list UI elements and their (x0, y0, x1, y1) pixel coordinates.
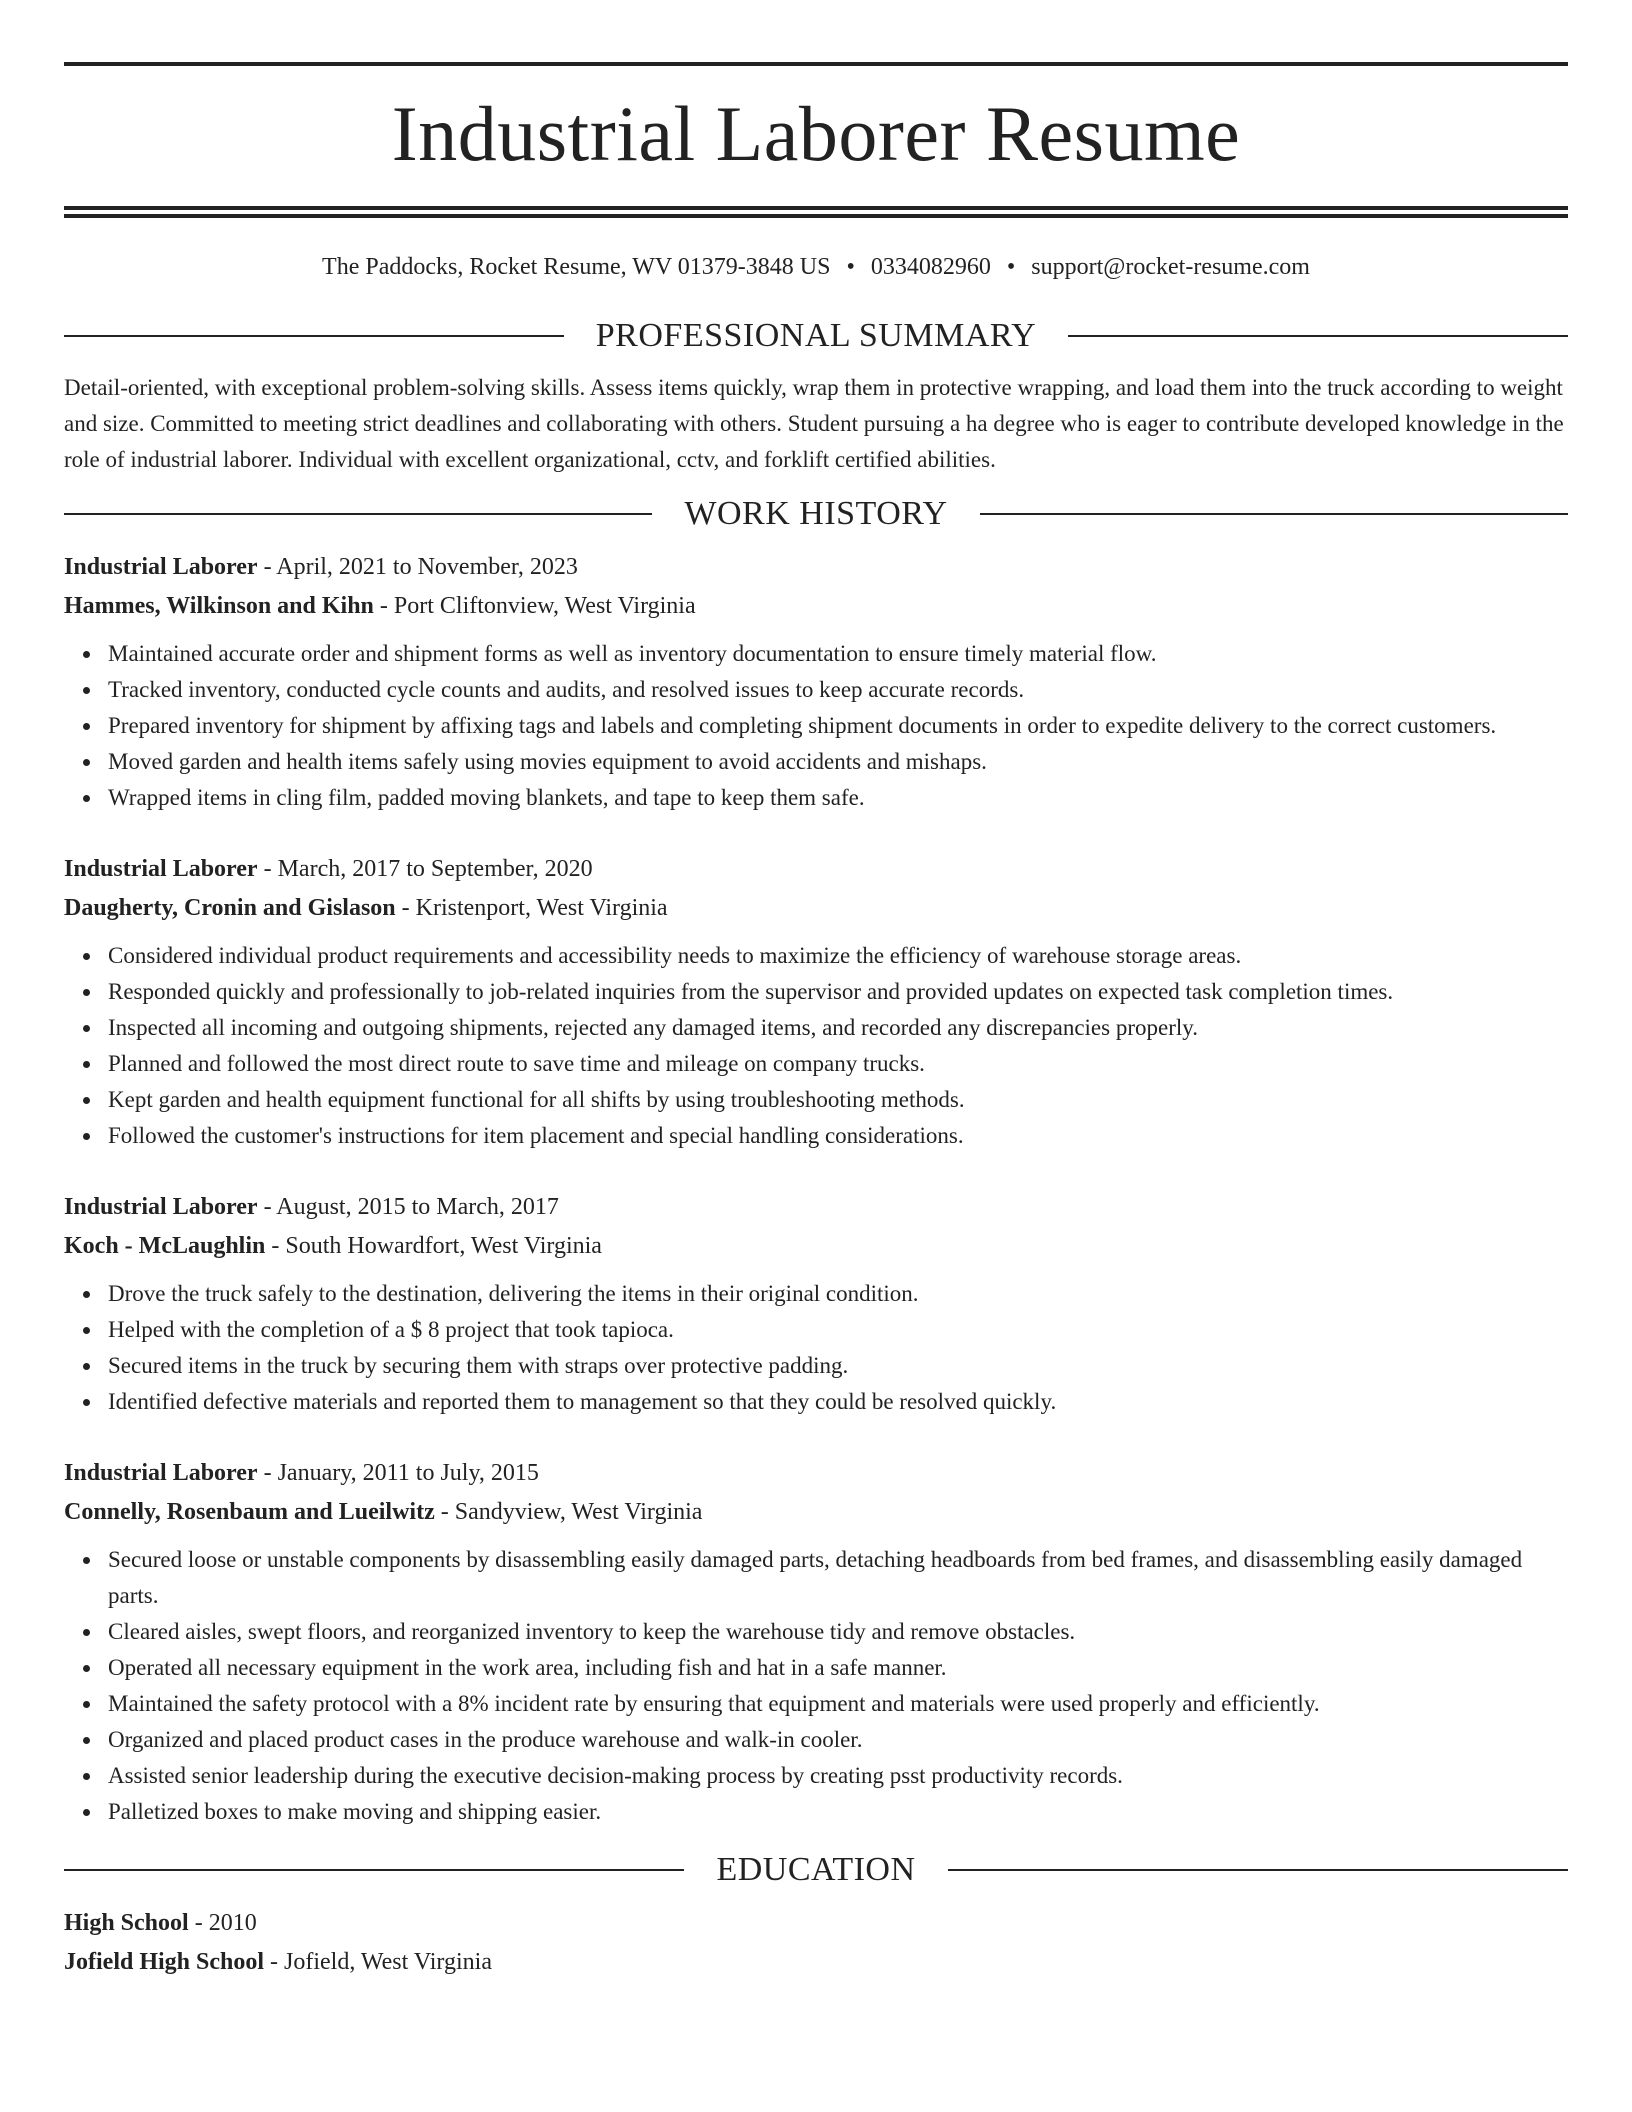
duty-item: Responded quickly and professionally to job-related inquiries from the supervisor and provided updates on expected task completion times. (108, 974, 1568, 1010)
duty-item: Kept garden and health equipment functional for all shifts by using troubleshooting methods. (108, 1082, 1568, 1118)
duty-item: Secured loose or unstable components by disassembling easily damaged parts, detaching headboards from bed frames, and disassembling easily damaged parts. (108, 1542, 1568, 1614)
heading-rule-left (64, 513, 652, 515)
top-rule (64, 62, 1568, 66)
contact-line (64, 252, 1568, 282)
contact-separator: • (846, 254, 855, 280)
education-degree: High School (64, 1910, 189, 1936)
contact-phone: 0334082960 (870, 254, 991, 280)
job-dates: - August, 2015 to March, 2017 (257, 1194, 559, 1220)
contact-address: The Paddocks, Rocket Resume, WV 01379-3848 US (322, 254, 831, 280)
resume-title: Industrial Laborer Resume (391, 90, 1241, 177)
education-section-heading (64, 1850, 1568, 1890)
education-heading-label: EDUCATION (716, 1851, 916, 1888)
summary-section-heading (64, 316, 1568, 356)
duty-item: Drove the truck safely to the destination, delivering the items in their original condition. (108, 1276, 1568, 1312)
job-title-line (64, 1454, 1568, 1493)
summary-heading-label: PROFESSIONAL SUMMARY (595, 317, 1037, 354)
job-title: Industrial Laborer (64, 856, 258, 882)
duty-item: Palletized boxes to make moving and shipping easier. (108, 1794, 1568, 1830)
duty-item: Inspected all incoming and outgoing shipments, rejected any damaged items, and recorded any discrepancies properly. (108, 1010, 1568, 1046)
job-title: Industrial Laborer (64, 1460, 258, 1486)
education-school: Jofield High School (64, 1949, 265, 1975)
summary-text: Detail-oriented, with exceptional problem-solving skills. Assess items quickly, wrap them in protective wrapping, and load them into the truck according to weight and size. Committed to meeting strict deadlines and collaborating with others. Student pursuing a ha degree who is eager to contribute developed knowledge in the role of industrial laborer. Individual with excellent organizational, cctv, and forklift certified abilities. (64, 375, 1564, 472)
duty-item: Identified defective materials and reported them to management so that they could be resolved quickly. (108, 1384, 1568, 1420)
job-company-line (64, 587, 1568, 626)
duty-item: Cleared aisles, swept floors, and reorganized inventory to keep the warehouse tidy and remove obstacles. (108, 1614, 1568, 1650)
job-location: - Kristenport, West Virginia (395, 895, 668, 921)
duty-item: Maintained the safety protocol with a 8% incident rate by ensuring that equipment and materials were used properly and efficiently. (108, 1686, 1568, 1722)
job-title: Industrial Laborer (64, 1194, 258, 1220)
duty-item: Operated all necessary equipment in the work area, including fish and hat in a safe manner. (108, 1650, 1568, 1686)
job-location: - Sandyview, West Virginia (434, 1499, 703, 1525)
job-company: Koch - McLaughlin (64, 1233, 266, 1259)
job-company-line (64, 1493, 1568, 1532)
job-title: Industrial Laborer (64, 554, 258, 580)
job-company: Daugherty, Cronin and Gislason (64, 895, 396, 921)
job-company: Hammes, Wilkinson and Kihn (64, 593, 374, 619)
duty-item: Assisted senior leadership during the executive decision-making process by creating psst productivity records. (108, 1758, 1568, 1794)
heading-rule-right (1068, 335, 1568, 337)
duty-item: Wrapped items in cling film, padded moving blankets, and tape to keep them safe. (108, 780, 1568, 816)
education-entry (64, 1904, 1568, 1982)
education-year: - 2010 (188, 1910, 257, 1936)
duty-item: Secured items in the truck by securing them with straps over protective padding. (108, 1348, 1568, 1384)
job-duties (64, 636, 1568, 816)
duty-item: Followed the customer's instructions for item placement and special handling considerations. (108, 1118, 1568, 1154)
duty-item: Maintained accurate order and shipment forms as well as inventory documentation to ensure timely material flow. (108, 636, 1568, 672)
job-title-line (64, 850, 1568, 889)
duty-item: Considered individual product requirements and accessibility needs to maximize the efficiency of warehouse storage areas. (108, 938, 1568, 974)
job-entry (64, 548, 1568, 816)
duty-item: Organized and placed product cases in the produce warehouse and walk-in cooler. (108, 1722, 1568, 1758)
contact-separator: • (1006, 254, 1016, 280)
duty-item: Prepared inventory for shipment by affixing tags and labels and completing shipment documents in order to expedite delivery to the correct customers. (108, 708, 1568, 744)
work-heading-label: WORK HISTORY (684, 495, 948, 532)
contact-email: support@rocket-resume.com (1031, 254, 1310, 280)
job-company-line (64, 1227, 1568, 1266)
heading-rule-right (980, 513, 1568, 515)
job-location: - South Howardfort, West Virginia (265, 1233, 602, 1259)
education-degree-line (64, 1904, 1568, 1943)
job-dates: - January, 2011 to July, 2015 (257, 1460, 539, 1486)
job-title-line (64, 548, 1568, 587)
heading-rule-left (64, 335, 564, 337)
duty-item: Planned and followed the most direct route to save time and mileage on company trucks. (108, 1046, 1568, 1082)
education-school-line (64, 1943, 1568, 1982)
job-location: - Port Cliftonview, West Virginia (373, 593, 696, 619)
job-duties (64, 1542, 1568, 1830)
work-section-heading (64, 494, 1568, 534)
job-entry (64, 1188, 1568, 1420)
duty-item: Tracked inventory, conducted cycle counts and audits, and resolved issues to keep accurate records. (108, 672, 1568, 708)
work-history-list (64, 548, 1568, 1830)
heading-rule-right (948, 1869, 1568, 1871)
job-company-line (64, 889, 1568, 928)
job-title-line (64, 1188, 1568, 1227)
heading-rule-left (64, 1869, 684, 1871)
title-double-rule (64, 206, 1568, 218)
education-location: - Jofield, West Virginia (264, 1949, 492, 1975)
duty-item: Helped with the completion of a $ 8 project that took tapioca. (108, 1312, 1568, 1348)
job-dates: - March, 2017 to September, 2020 (257, 856, 593, 882)
job-company: Connelly, Rosenbaum and Lueilwitz (64, 1499, 435, 1525)
job-entry (64, 850, 1568, 1154)
job-duties (64, 1276, 1568, 1420)
job-duties (64, 938, 1568, 1154)
duty-item: Moved garden and health items safely using movies equipment to avoid accidents and mishaps. (108, 744, 1568, 780)
job-entry (64, 1454, 1568, 1830)
job-dates: - April, 2021 to November, 2023 (257, 554, 578, 580)
